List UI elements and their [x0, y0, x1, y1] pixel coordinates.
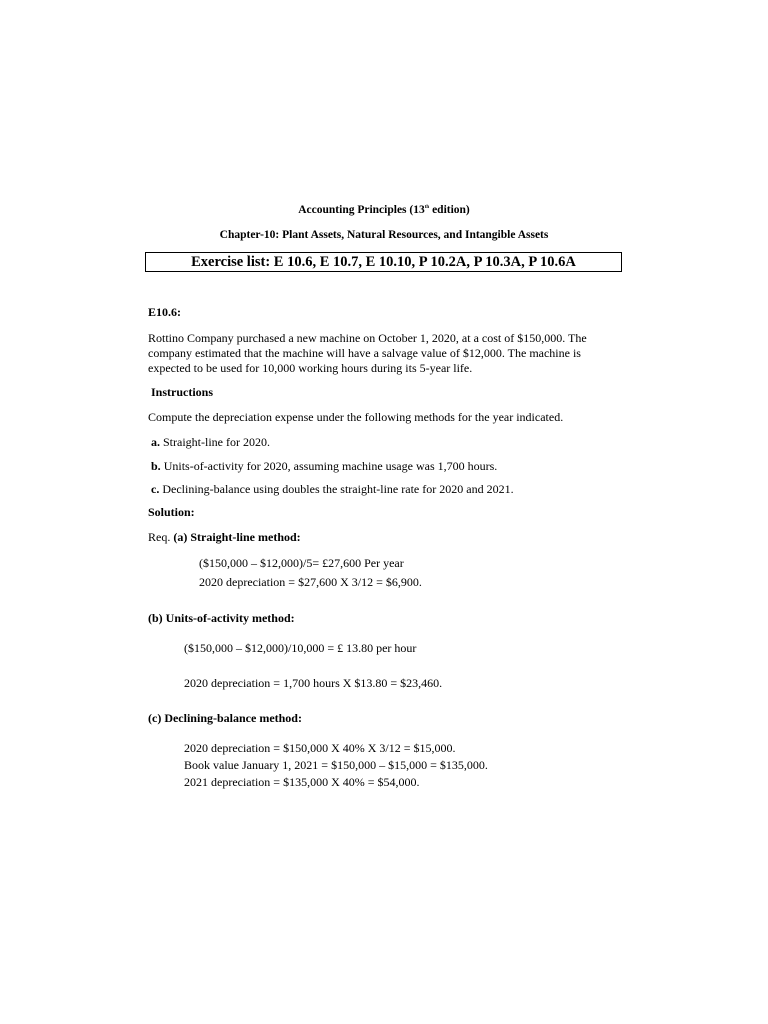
instruction-item-c [151, 482, 514, 497]
instructions-text: Compute the depreciation expense under the following methods for the year indicated. [148, 410, 564, 424]
solution-c-heading: (c) Declining-balance method: [148, 711, 302, 725]
item-label: a. [151, 435, 160, 449]
item-text: Straight-line for 2020. [160, 435, 270, 449]
solution-c-line-1: 2020 depreciation = $150,000 X 40% X 3/12 = $15,000. [184, 741, 456, 755]
book-title-prefix: Accounting Principles (13 [298, 204, 425, 216]
solution-c-line-2: Book value January 1, 2021 = $150,000 – $15,000 = $135,000. [184, 758, 488, 772]
solution-b-heading: (b) Units-of-activity method: [148, 611, 295, 625]
exercise-list-box: Exercise list: E 10.6, E 10.7, E 10.10, P 10.2A, P 10.3A, P 10.6A [145, 252, 622, 272]
book-title [0, 203, 768, 218]
item-text: Declining-balance using doubles the straight-line rate for 2020 and 2021. [159, 482, 514, 496]
exercise-heading: E10.6: [148, 305, 181, 319]
book-title-superscript: th [424, 205, 430, 211]
problem-line-3: expected to be used for 10,000 working hours during its 5-year life. [148, 361, 473, 375]
item-text: Units-of-activity for 2020, assuming machine usage was 1,700 hours. [160, 459, 498, 473]
instruction-item-b [151, 459, 497, 474]
method-heading: (a) Straight-line method: [173, 530, 301, 544]
solution-c-line-3: 2021 depreciation = $135,000 X 40% = $54,000. [184, 775, 420, 789]
solution-a-line-2: 2020 depreciation = $27,600 X 3/12 = $6,900. [199, 575, 422, 589]
solution-a-line-1: ($150,000 – $12,000)/5= £27,600 Per year [199, 556, 404, 570]
req-prefix: Req. [148, 530, 174, 544]
problem-line-2: company estimated that the machine will have a salvage value of $12,000. The machine is [148, 346, 581, 360]
solution-heading: Solution: [148, 505, 195, 519]
solution-a-heading [148, 530, 301, 545]
solution-b-line-1: ($150,000 – $12,000)/10,000 = £ 13.80 per hour [184, 641, 417, 655]
chapter-title: Chapter-10: Plant Assets, Natural Resources, and Intangible Assets [219, 229, 549, 241]
instructions-heading: Instructions [151, 385, 214, 399]
solution-b-line-2: 2020 depreciation = 1,700 hours X $13.80 = $23,460. [184, 676, 443, 690]
item-label: c. [151, 482, 160, 496]
instruction-item-a [151, 435, 270, 450]
item-label: b. [151, 459, 161, 473]
book-title-suffix: edition) [429, 204, 470, 216]
problem-line-1: Rottino Company purchased a new machine on October 1, 2020, at a cost of $150,000. The [148, 331, 587, 345]
